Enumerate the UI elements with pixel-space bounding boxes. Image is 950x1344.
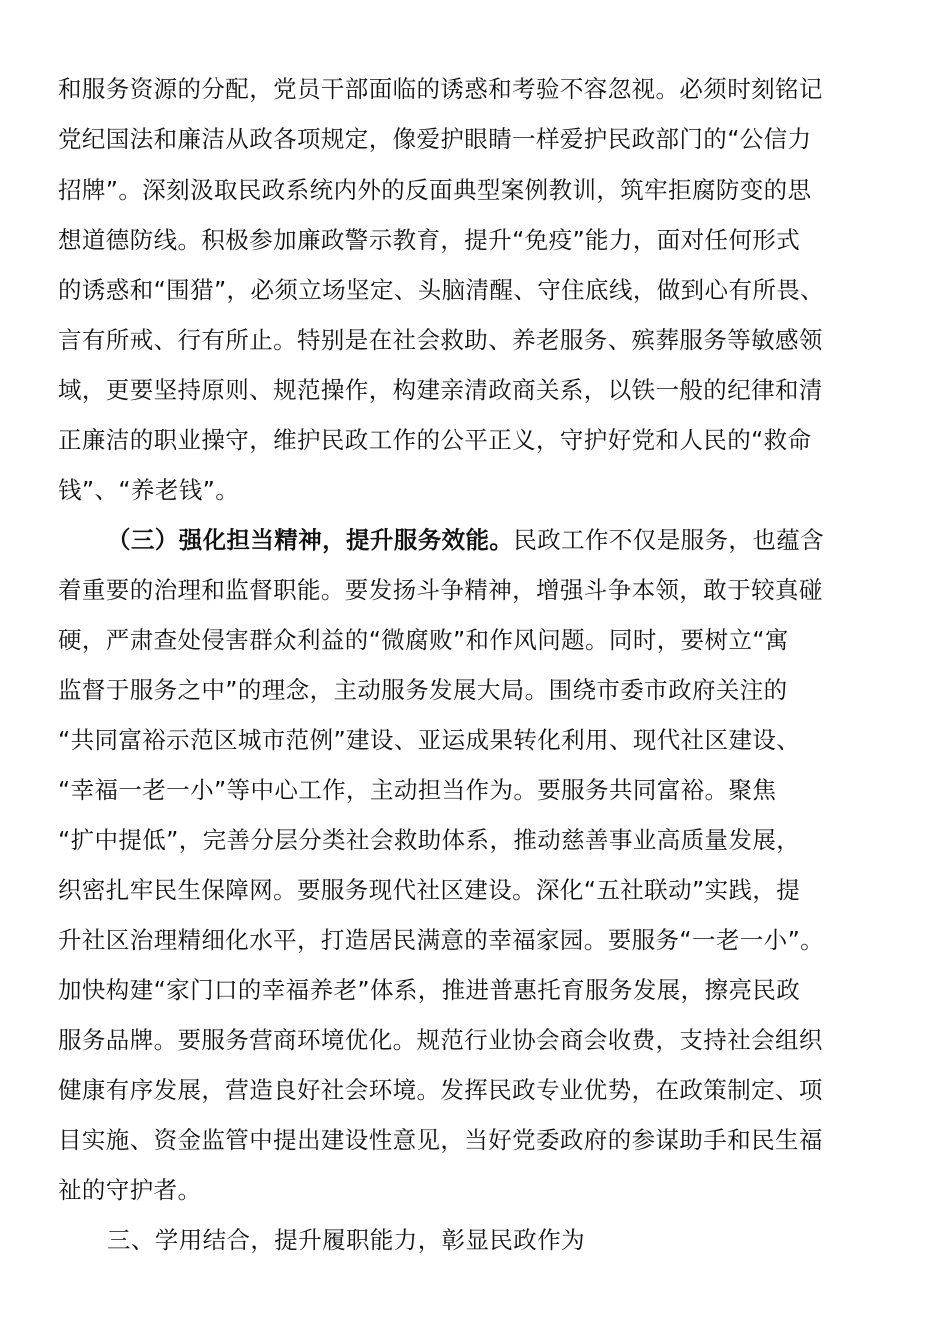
paragraph-line: 目实施、资金监管中提出建设性意见，当好党委政府的参谋助手和民生福 xyxy=(58,1126,823,1154)
paragraph-line: “幸福一老一小”等中心工作，主动担当作为。要服务共同富裕。聚焦 xyxy=(58,776,777,804)
paragraph-line: 言有所戒、行有所止。特别是在社会救助、养老服务、殡葬服务等敏感领 xyxy=(58,326,823,354)
paragraph-line: 想道德防线。积极参加廉政警示教育，提升“免疫”能力，面对任何形式 xyxy=(58,226,801,254)
paragraph-line: 和服务资源的分配，党员干部面临的诱惑和考验不容忽视。必须时刻铭记 xyxy=(58,75,823,103)
paragraph-line: 健康有序发展，营造良好社会环境。发挥民政专业优势，在政策制定、项 xyxy=(58,1076,823,1104)
paragraph-line: 正廉洁的职业操守，维护民政工作的公平正义，守护好党和人民的“救命 xyxy=(58,426,812,454)
section-3-first-line xyxy=(107,525,824,555)
paragraph-line: 着重要的治理和监督职能。要发扬斗争精神，增强斗争本领，敢于较真碰 xyxy=(58,576,823,604)
paragraph-line: 硬，严肃查处侵害群众利益的“微腐败”和作风问题。同时，要树立“寓 xyxy=(58,626,789,654)
paragraph-line: 升社区治理精细化水平，打造居民满意的幸福家园。要服务“一老一小”。 xyxy=(58,926,825,954)
paragraph-line: 党纪国法和廉洁从政各项规定，像爱护眼睛一样爱护民政部门的“公信力 xyxy=(58,125,812,153)
paragraph-line: 祉的守护者。 xyxy=(58,1176,202,1204)
part-3-heading: 三、学用结合，提升履职能力，彰显民政作为 xyxy=(107,1226,585,1254)
paragraph-line: “共同富裕示范区城市范例”建设、亚运成果转化利用、现代社区建设、 xyxy=(58,726,801,754)
paragraph-line: 招牌”。深刻汲取民政系统内外的反面典型案例教训，筑牢拒腐防变的思 xyxy=(58,176,812,204)
paragraph-line: 钱”、“养老钱”。 xyxy=(58,476,240,504)
section-3-first-line-text: 民政工作不仅是服务，也蕴含 xyxy=(513,526,825,554)
paragraph-line: 的诱惑和“围猎”，必须立场坚定、头脑清醒、守住底线，做到心有所畏、 xyxy=(58,276,825,304)
paragraph-line: 织密扎牢民生保障网。要服务现代社区建设。深化“五社联动”实践，提 xyxy=(58,876,801,904)
section-3-heading: （三）强化担当精神，提升服务效能。 xyxy=(107,526,514,554)
paragraph-line: 加快构建“家门口的幸福养老”体系，推进普惠托育服务发展，擦亮民政 xyxy=(58,976,801,1004)
paragraph-line: 服务品牌。要服务营商环境优化。规范行业协会商会收费，支持社会组织 xyxy=(58,1026,823,1054)
paragraph-line: 域，更要坚持原则、规范操作，构建亲清政商关系，以铁一般的纪律和清 xyxy=(58,376,823,404)
paragraph-line: “扩中提低”，完善分层分类社会救助体系，推动慈善事业高质量发展， xyxy=(58,826,801,854)
paragraph-line: 监督于服务之中”的理念，主动服务发展大局。围绕市委市政府关注的 xyxy=(58,676,788,704)
